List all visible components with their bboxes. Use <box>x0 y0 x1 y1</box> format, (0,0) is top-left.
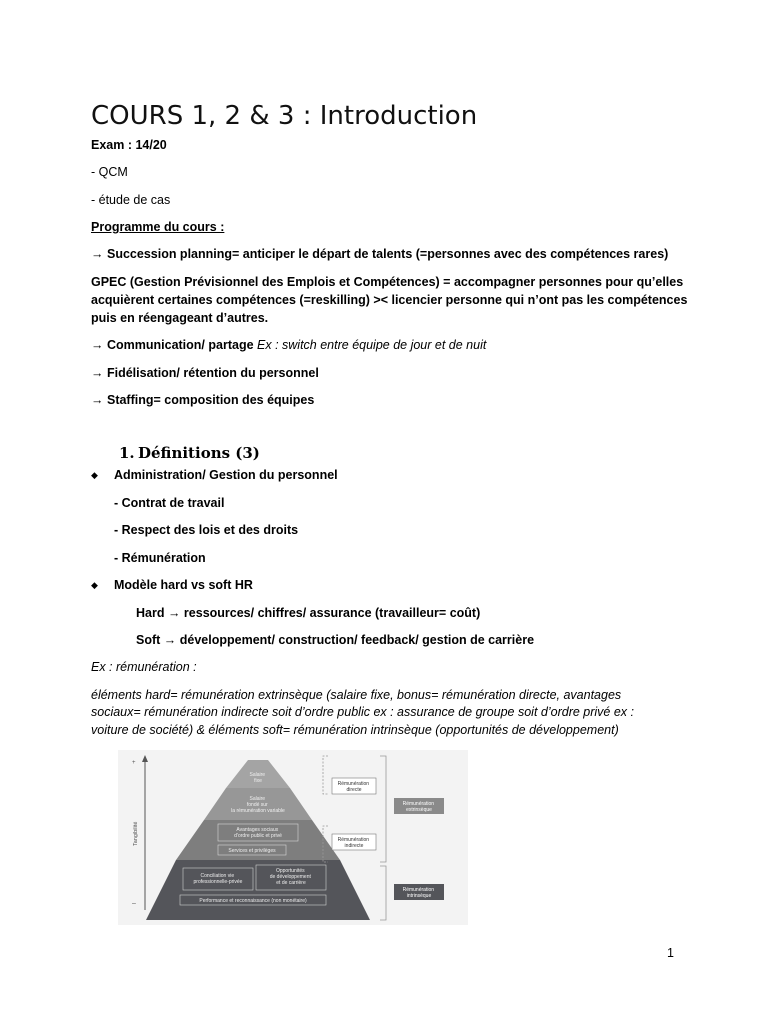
hard-line <box>136 604 480 622</box>
soft-label: Soft <box>136 633 164 647</box>
fidelisation-line <box>91 364 319 382</box>
soft-line <box>136 631 534 649</box>
arrow-icon: → <box>167 606 181 620</box>
level4b-line-2: de développement <box>269 874 311 880</box>
level3a-text <box>234 827 282 839</box>
arrow-icon: → <box>91 247 104 261</box>
label-directe-line-1: Rémunération <box>337 781 370 787</box>
arrow-icon: → <box>163 633 177 647</box>
level3a-line-2: d’ordre public et privé <box>234 833 282 839</box>
axis-plus: + <box>132 760 136 766</box>
diamond-bullet-icon: ◆ <box>91 470 98 480</box>
level2-line-3: la rémunération variable <box>231 808 285 814</box>
label-intrinseque-line-1: Rémunération <box>402 887 435 893</box>
level1-line-2: fixe <box>254 778 262 784</box>
pyramid-level-avantages <box>176 820 340 860</box>
arrow-icon: → <box>91 393 104 407</box>
ex-remuneration: Ex : rémunération : <box>91 660 197 674</box>
label-extrinseque-line-1: Rémunération <box>402 801 435 807</box>
label-directe-line-2: directe <box>346 787 362 793</box>
axis-minus: – <box>132 900 136 907</box>
section-heading <box>119 443 260 463</box>
level2-line-1: Salaire <box>249 796 266 802</box>
elements-line-2: sociaux= rémunération indirecte soit d’ordre public ex : assurance de groupe soit d’ordre privé ex : <box>91 705 634 719</box>
remuneration-pyramid-diagram <box>118 750 468 925</box>
page-number: 1 <box>667 946 674 960</box>
gpec-line-1: GPEC (Gestion Prévisionnel des Emplois et Compétences) = accompagner personnes pour qu’elles <box>91 275 684 289</box>
level2-line-2: fondé sur <box>246 802 268 808</box>
staffing-text: Staffing= composition des équipes <box>106 393 315 407</box>
label-intrinseque <box>403 887 436 899</box>
elements-line-3: voiture de société) & éléments soft= rémunération intrinsèque (opportunités de développement) <box>91 723 619 737</box>
level1-line-1: Salaire <box>249 772 266 778</box>
admin-item-lois: - Respect des lois et des droits <box>114 523 299 537</box>
level4b-line-3: et de carrière <box>276 880 306 886</box>
programme-heading: Programme du cours : <box>91 220 225 234</box>
label-extrinseque <box>403 801 436 813</box>
level4a-line-2: professionnelle-privée <box>193 879 243 885</box>
communication-text: Communication/ partage <box>106 338 258 352</box>
qcm-line: - QCM <box>91 165 128 179</box>
staffing-line <box>91 391 314 409</box>
communication-line <box>91 336 486 354</box>
axis-label: Tangibilité <box>133 821 139 846</box>
gpec-line-3: puis en réengageant d’autres. <box>91 311 269 325</box>
administration-heading: Administration/ Gestion du personnel <box>114 468 338 482</box>
succession-line <box>91 245 668 263</box>
fidelisation-text: Fidélisation/ rétention du personnel <box>106 366 319 380</box>
label-intrinseque-line-2: intrinsèque <box>406 893 432 899</box>
arrow-icon: → <box>91 366 104 380</box>
arrow-icon: → <box>91 338 104 352</box>
level4c-text: Performance et reconnaissance (non monétaire) <box>199 898 307 904</box>
diamond-bullet-icon: ◆ <box>91 580 98 590</box>
level4a-line-1: Conciliation vie <box>200 873 235 879</box>
section-number: 1. <box>119 444 135 462</box>
admin-item-remuneration: - Rémunération <box>114 551 206 565</box>
label-indirecte-line-2: indirecte <box>344 843 364 849</box>
soft-text: développement/ construction/ feedback/ gestion de carrière <box>176 633 535 647</box>
hard-label: Hard <box>136 606 168 620</box>
level4a-text <box>194 873 243 885</box>
modele-heading: Modèle hard vs soft HR <box>114 578 253 592</box>
level4b-line-1: Opportunités <box>275 868 305 874</box>
page-title: COURS 1, 2 & 3 : Introduction <box>91 101 478 131</box>
hard-text: ressources/ chiffres/ assurance (travailleur= coût) <box>180 606 481 620</box>
succession-text: Succession planning= anticiper le départ de talents (=personnes avec des compétences rares) <box>106 247 669 261</box>
section-title: Définitions (3) <box>138 444 260 462</box>
label-extrinseque-line-2: extrinsèque <box>406 807 432 813</box>
level3b-text: Services et privilèges <box>228 848 276 854</box>
level3a-line-1: Avantages sociaux <box>236 827 279 833</box>
etude-line: - étude de cas <box>91 193 171 207</box>
gpec-line-2: acquièrent certaines compétences (=reskilling) >< licencier personne qui n’ont pas les compétences <box>91 293 688 307</box>
communication-example: Ex : switch entre équipe de jour et de nuit <box>257 338 487 352</box>
elements-line-1: éléments hard= rémunération extrinsèque (salaire fixe, bonus= rémunération directe, avantages <box>91 688 622 702</box>
exam-line: Exam : 14/20 <box>91 138 167 152</box>
label-indirecte-line-1: Rémunération <box>337 837 370 843</box>
admin-item-contrat: - Contrat de travail <box>114 496 225 510</box>
